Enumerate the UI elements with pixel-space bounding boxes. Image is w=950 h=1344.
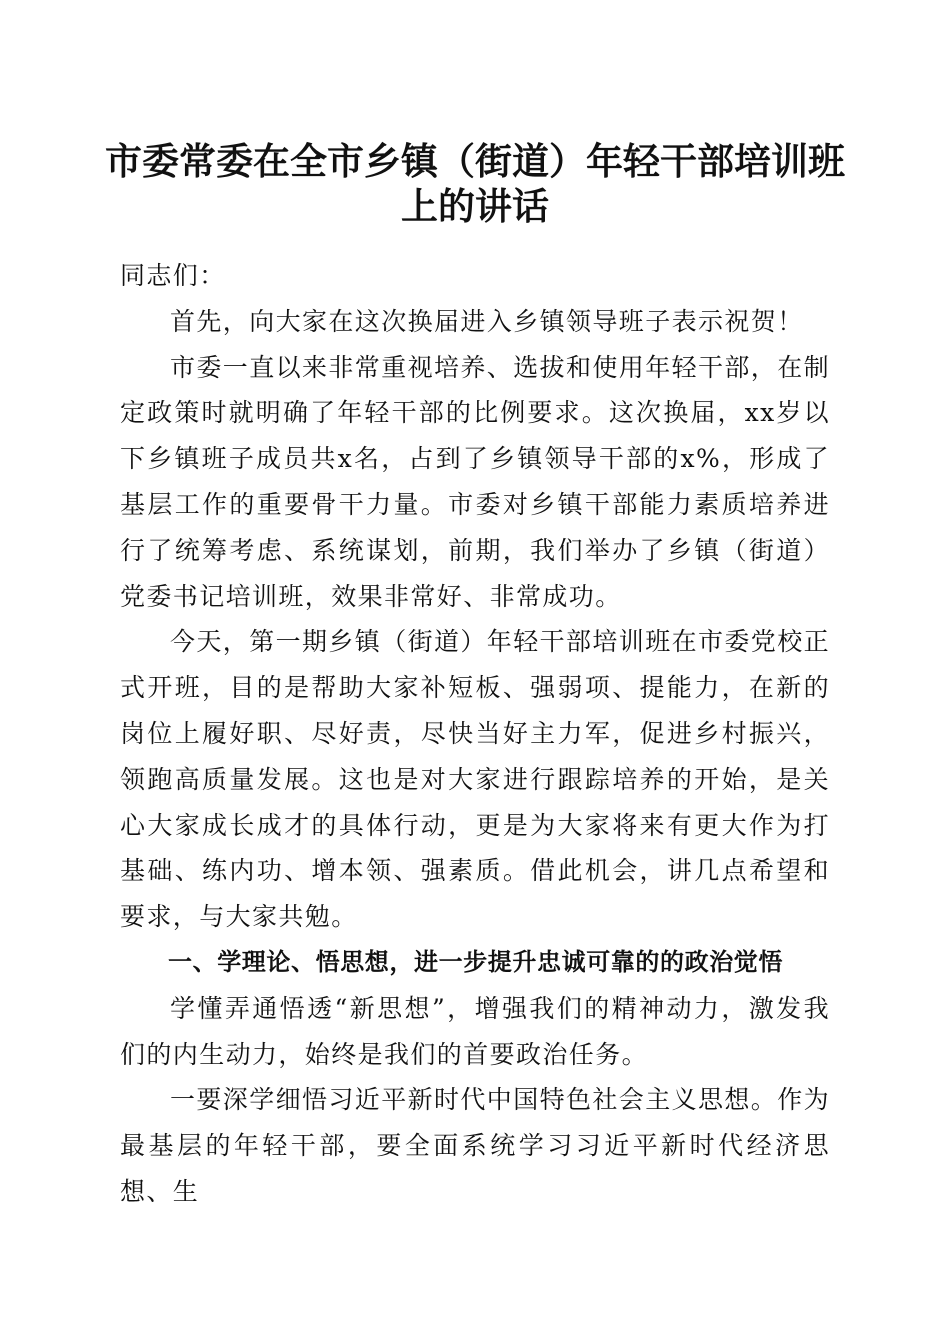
document-title-line-2: 上的讲话 (401, 184, 549, 228)
paragraph: 市委一直以来非常重视培养、选拔和使用年轻干部，在制定政策时就明确了年轻干部的比例要求。这次换届，xx岁以下乡镇班子成员共x名，占到了乡镇领导干部的x%，形成了基层工作的重要骨干力量。市委对乡镇干部能力素质培养进行了统筹考虑、系统谋划，前期，我们举办了乡镇（街道）党委书记培训班，效果非常好、非常成功。 (120, 352, 831, 611)
document-body (120, 253, 830, 1215)
salutation: 同志们： (120, 261, 226, 290)
paragraph: 今天，第一期乡镇（街道）年轻干部培训班在市委党校正式开班，目的是帮助大家补短板、强弱项、提能力，在新的岗位上履好职、尽好责，尽快当好主力军，促进乡村振兴，领跑高质量发展。这也是对大家进行跟踪培养的开始，是关心大家成长成才的具体行动，更是为大家将来有更大作为打基础、练内功、增本领、强素质。借此机会，讲几点希望和要求，与大家共勉。 (120, 627, 831, 932)
paragraph: 一要深学细悟习近平新时代中国特色社会主义思想。作为最基层的年轻干部，要全面系统学习习近平新时代经济思想、生 (120, 1085, 831, 1206)
paragraph: 首先，向大家在这次换届进入乡镇领导班子表示祝贺！ (170, 306, 804, 336)
document-title-line-1: 市委常委在全市乡镇（街道）年轻干部培训班 (105, 139, 845, 183)
section-heading: 一、学理论、悟思想，进一步提升忠诚可靠的的政治觉悟 (168, 947, 783, 976)
paragraph: 学懂弄通悟透“新思想”，增强我们的精神动力，激发我们的内生动力，始终是我们的首要政治任务。 (120, 993, 830, 1069)
